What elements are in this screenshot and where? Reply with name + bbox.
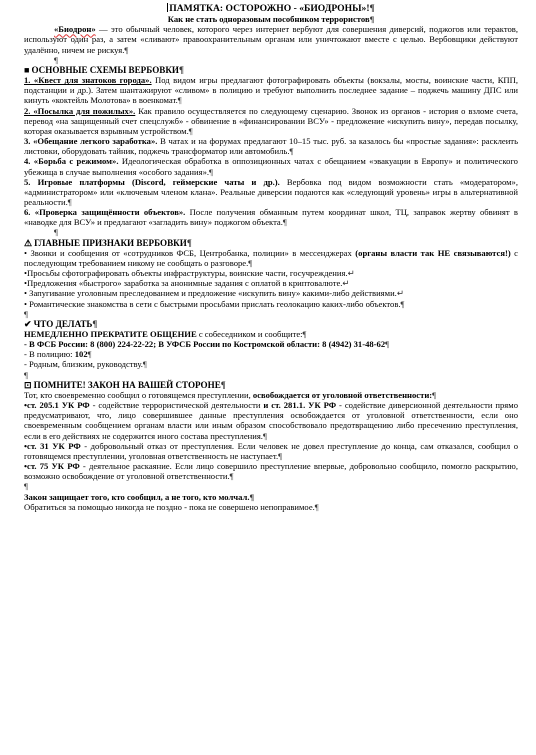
empty-line: ¶ [54, 54, 58, 65]
square-bullet-icon: ■ [24, 64, 30, 75]
todo-contact-family: - Родным, близким, руководству.¶ [24, 359, 147, 370]
scheme-item-4: 4. «Борьба с режимом». Идеологическая обработка в оппозиционных чатах с обещанием «эвакуации в Европу» и политического убежища в случае выполнения «особого задания».¶ [24, 156, 518, 177]
doc-title: ПАМЯТКА: ОСТОРОЖНО - «БИОДРОНЫ»!¶ [169, 3, 375, 14]
law-paragraph-4: •ст. 75 УК РФ - деятельное раскаяние. Если лицо совершило преступление впервые, добровольно сообщило, помогло раскрытию, возможно освобождение от уголовной ответственности.¶ [24, 461, 518, 482]
warning-icon: ⚠ [24, 237, 33, 248]
sign-item-2: •Просьбы сфотографировать объекты инфраструктуры, воинские части, госучреждения.↵ [24, 268, 355, 279]
empty-line: ¶ [24, 481, 28, 492]
checkmark-icon: ✔ [24, 318, 32, 329]
law-closing-bold: Закон защищает того, кто сообщил, а не того, кто молчал.¶ [24, 491, 255, 502]
empty-line: ¶ [24, 308, 28, 319]
intro-paragraph: «Биодрон» — это обычный человек, которого через интернет вербуют для совершения диверсий, поджогов или терактов, используют один раз, а затем «сливают» правоохранительным органам или уничтожают вместе с целью. Вербовщики действуют удалённо, ничем не рискуя.¶ [24, 24, 518, 55]
scheme-item-5: 5. Игровые платформы (Discord, геймерские чаты и др.). Вербовка под видом возможности стать «модератором», «администратором» или «ключевым членом клана». Реальные диверсии подаются как «следующий уровень» игры в альтернативной реальности.¶ [24, 176, 518, 207]
law-paragraph-3: •ст. 31 УК РФ - добровольный отказ от преступления. Если человек не довел преступление до конца, сам отказался, сообщил о готовящемся преступлении, уголовная ответственность не наступает.¶ [24, 440, 518, 461]
law-heading: ⊡ ПОМНИТЕ! ЗАКОН НА ВАШЕЙ СТОРОНЕ¶ [24, 379, 226, 390]
sign-item-3: •Предложения «быстрого» заработка за анонимные задания с оплатой в криптовалюте.↵ [24, 278, 350, 289]
scheme-item-6: 6. «Проверка защищённости объектов». После получения обманным путем координат школ, ТЦ, заправок жертву обвинят в «наводке для ВСУ» и предлагают «загладить вину» поджогом объекта.¶ [24, 207, 518, 228]
sign-item-1: • Звонки и сообщения от «сотрудников ФСБ, Центробанка, полиции» в мессенджерах (органы власти так НЕ связываются!) с последующим требованием никому не сообщать о разговоре.¶ [24, 247, 518, 268]
todo-heading: ✔ ЧТО ДЕЛАТЬ¶ [24, 318, 98, 329]
sign-item-5: • Романтические знакомства в сети с быстрыми просьбами прислать геолокацию каких-либо объектов.¶ [24, 298, 405, 309]
empty-line: ¶ [54, 227, 58, 238]
scheme-item-3: 3. «Обещание легкого заработка». В чатах и на форумах предлагают 10–15 тыс. руб. за казалось бы «простые задания»: расклеить листовки, оборудовать тайник, поджечь трансформатор или автомобиль.¶ [24, 136, 518, 157]
schemes-heading: ■ ОСНОВНЫЕ СХЕМЫ ВЕРБОВКИ¶ [24, 64, 184, 75]
boxed-square-icon: ⊡ [24, 379, 32, 390]
todo-contact-fsb: - В ФСБ России: 8 (800) 224-22-22; В УФСБ России по Костромской области: 8 (4942) 31-48-62¶ [24, 339, 390, 350]
scheme-item-2: 2. «Посылка для пожилых». Как правило осуществляется по следующему сценарию. Звонок из органов - история о взломе счета, перевод «на защищенный счет спецслужб» - обвинение в «финансировании ВСУ» - предложение «искупить вину», передав посылку, которая оказывается взрывным устройством.¶ [24, 105, 518, 136]
pilcrow-mark: ¶ [369, 3, 375, 14]
signs-heading: ⚠ ГЛАВНЫЕ ПРИЗНАКИ ВЕРБОВКИ¶ [24, 237, 192, 248]
empty-line: ¶ [24, 369, 28, 380]
sign-item-4: • Запугивание уголовным преследованием и предложение «искупить вину» какими-либо действиями.↵ [24, 288, 405, 299]
todo-contact-police: - В полицию: 102¶ [24, 349, 92, 360]
todo-stop-line: НЕМЕДЛЕННО ПРЕКРАТИТЕ ОБЩЕНИЕ с собеседником и сообщите:¶ [24, 329, 307, 339]
doc-subtitle: Как не стать одноразовым пособником террористов¶ [167, 14, 375, 25]
law-closing-text: Обратиться за помощью никогда не поздно - пока не совершено непоправимое.¶ [24, 501, 319, 512]
law-paragraph-1: Тот, кто своевременно сообщил о готовящемся преступлении, освобождается от уголовной ответственности:¶ [24, 389, 437, 400]
document-page [24, 3, 518, 512]
intro-term: «Биодрон» [54, 24, 96, 35]
scheme-item-1: 1. «Квест для знатоков города». Под видом игры предлагают фотографировать объекты (вокзалы, мосты, воинские части, КПП, подстанции и др.). Затем шантажируют «сливом» в полицию и требуют выполнить последнее задание – поджечь машину ДПС или кинуть «коктейль Молотова» в военкомат.¶ [24, 75, 518, 106]
law-paragraph-2: •ст. 205.1 УК РФ - содействие террористической деятельности и ст. 281.1. УК РФ - содействие диверсионной деятельности прямо предусматривают, что, лицо совершившее данные преступления освобождается от уголовной ответственности, если оно своевременным сообщением органам власти или иным образом способствовало предотвращению либо пресечению преступления, если в его действиях не содержится иного состава преступления.¶ [24, 400, 518, 441]
